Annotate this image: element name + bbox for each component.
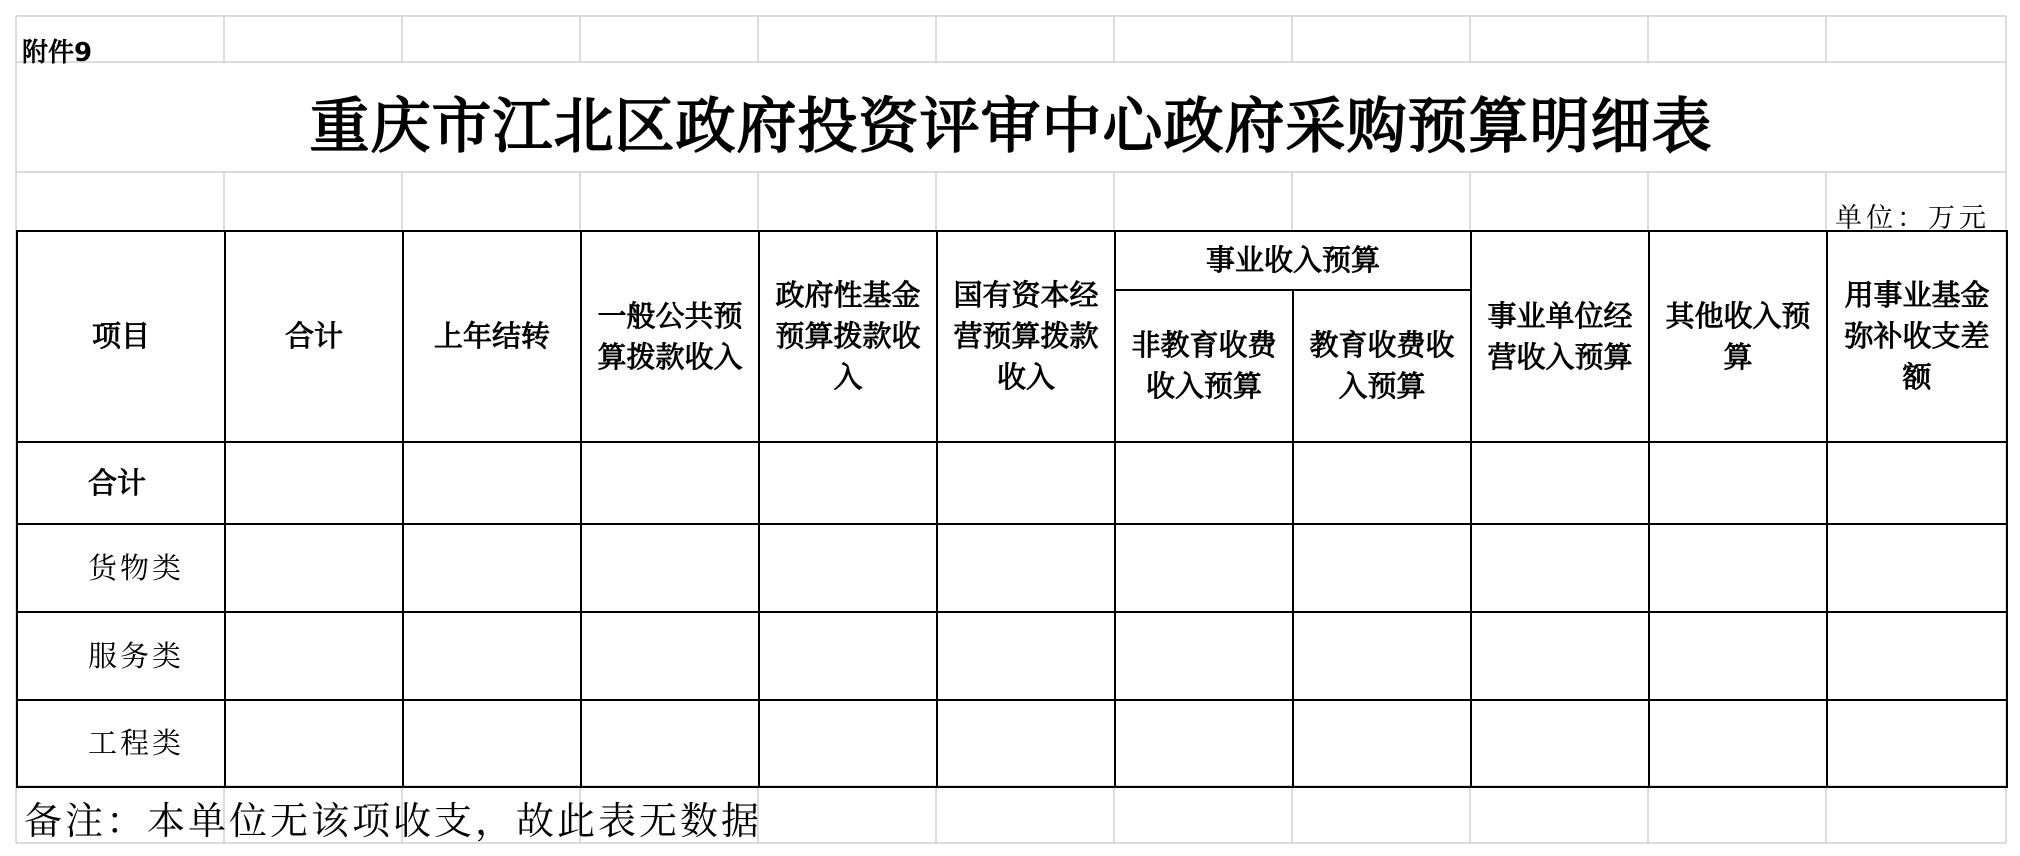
table-cell: [1827, 612, 2007, 700]
unit-label: 单位：万元: [1835, 203, 1990, 234]
table-cell: [1827, 700, 2007, 787]
row-label-engineering: 工程类: [17, 700, 225, 787]
table-cell: [581, 524, 759, 612]
table-row-services: [17, 612, 2007, 700]
row-label-goods: 货物类: [17, 524, 225, 612]
header-gov-fund-budget: 政府性基金预算拨款收入: [759, 231, 937, 442]
table-cell: [1827, 524, 2007, 612]
procurement-budget-table: [16, 230, 2008, 788]
table-cell: [403, 700, 581, 787]
table-cell: [937, 442, 1115, 524]
header-other-income: 其他收入预算: [1649, 231, 1827, 442]
table-cell: [1115, 442, 1293, 524]
header-operating-income: 事业单位经营收入预算: [1471, 231, 1649, 442]
remark-note: 备注：本单位无该项收支，故此表无数据: [24, 799, 763, 843]
table-cell: [581, 700, 759, 787]
table-cell: [225, 524, 403, 612]
table-cell: [759, 700, 937, 787]
row-label-services: 服务类: [17, 612, 225, 700]
table-cell: [759, 612, 937, 700]
attachment-label: 附件9: [22, 38, 93, 68]
table-cell: [581, 442, 759, 524]
table-cell: [937, 524, 1115, 612]
table-cell: [759, 442, 937, 524]
table-cell: [403, 612, 581, 700]
header-row-1: [17, 231, 2007, 290]
table-cell: [1293, 524, 1471, 612]
table-cell: [1471, 442, 1649, 524]
table-cell: [1115, 612, 1293, 700]
table-cell: [225, 700, 403, 787]
table-cell: [1471, 612, 1649, 700]
table-cell: [759, 524, 937, 612]
table-cell: [1471, 700, 1649, 787]
table-row-goods: [17, 524, 2007, 612]
table-cell: [1115, 524, 1293, 612]
table-cell: [1827, 442, 2007, 524]
table-cell: [225, 612, 403, 700]
row-label-total: 合计: [17, 442, 225, 524]
table-cell: [1649, 442, 1827, 524]
header-total: 合计: [225, 231, 403, 442]
table-cell: [581, 612, 759, 700]
header-item: 项目: [17, 231, 225, 442]
table-cell: [225, 442, 403, 524]
header-general-public-budget: 一般公共预算拨款收入: [581, 231, 759, 442]
table-cell: [1471, 524, 1649, 612]
page-title: 重庆市江北区政府投资评审中心政府采购预算明细表: [309, 92, 1713, 162]
table-cell: [1649, 524, 1827, 612]
header-state-capital-budget: 国有资本经营预算拨款收入: [937, 231, 1115, 442]
table-cell: [1293, 700, 1471, 787]
header-education-fee: 教育收费收入预算: [1293, 290, 1471, 442]
header-carryover: 上年结转: [403, 231, 581, 442]
table-cell: [403, 442, 581, 524]
table-cell: [937, 612, 1115, 700]
header-fund-offset: 用事业基金弥补收支差额: [1827, 231, 2007, 442]
table-cell: [1115, 700, 1293, 787]
table-cell: [937, 700, 1115, 787]
table-cell: [1649, 700, 1827, 787]
table-cell: [1293, 612, 1471, 700]
header-non-education-fee: 非教育收费收入预算: [1115, 290, 1293, 442]
table-cell: [403, 524, 581, 612]
table-row-engineering: [17, 700, 2007, 787]
table-cell: [1293, 442, 1471, 524]
table-cell: [1649, 612, 1827, 700]
header-business-income-group: 事业收入预算: [1115, 231, 1471, 290]
table-row-total: [17, 442, 2007, 524]
